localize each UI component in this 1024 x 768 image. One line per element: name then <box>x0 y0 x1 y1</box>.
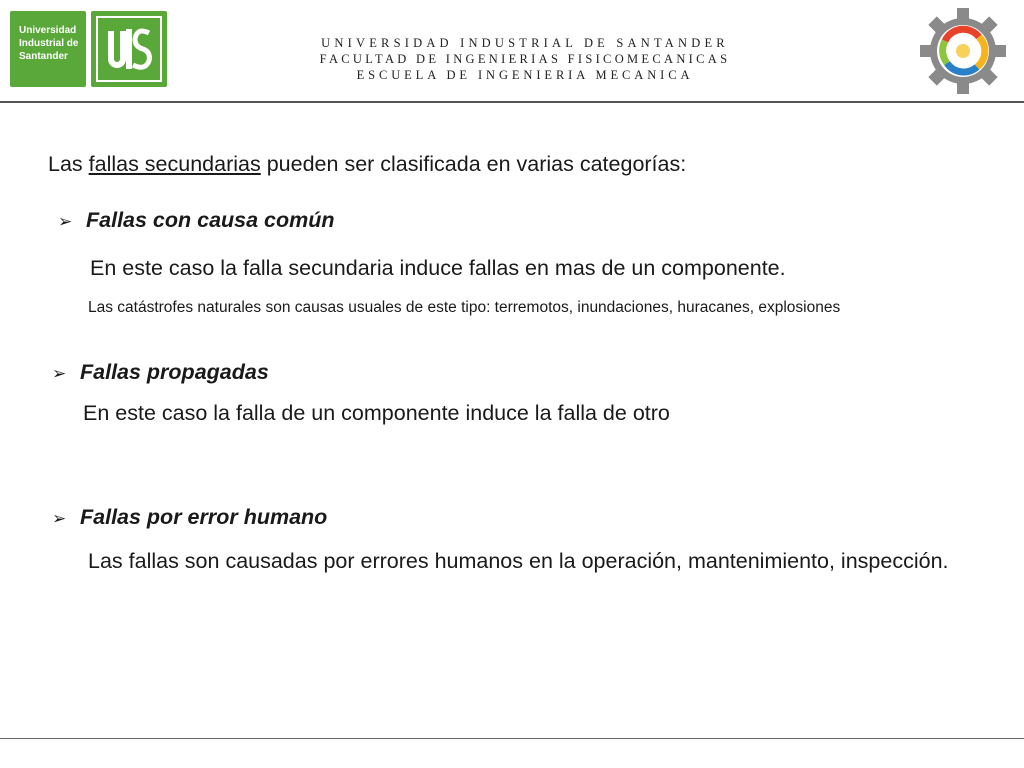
intro-prefix: Las <box>48 152 89 176</box>
intro-sentence <box>48 152 686 177</box>
mechanical-school-gear-logo <box>918 6 1008 96</box>
slide-header <box>0 0 1024 103</box>
faculty-name: FACULTAD DE INGENIERIAS FISICOMECANICAS <box>319 52 731 66</box>
uis-wordmark-logo <box>10 11 86 87</box>
school-name: ESCUELA DE INGENIERIA MECANICA <box>356 68 694 82</box>
arrow-bullet-icon: ➢ <box>52 364 67 383</box>
uis-monogram-logo <box>91 11 167 87</box>
common-cause-note: Las catástrofes naturales son causas usuales de este tipo: terremotos, inundaciones, huracanes, explosiones <box>88 299 841 316</box>
propagated-description: En este caso la falla de un componente induce la falla de otro <box>83 401 670 425</box>
logo-text-line-1: Universidad <box>19 25 77 36</box>
logo-text-line-3: Santander <box>19 51 68 62</box>
footer-divider <box>0 738 1024 739</box>
human-error-description: Las fallas son causadas por errores humanos en la operación, mantenimiento, inspección. <box>88 549 949 573</box>
bullet-title: Fallas con causa común <box>86 208 335 232</box>
logo-text-line-2: Industrial de <box>19 38 79 49</box>
bullet-heading-common-cause <box>58 208 335 233</box>
arrow-bullet-icon: ➢ <box>58 212 73 231</box>
header-divider <box>0 101 1024 103</box>
intro-underlined-term: fallas secundarias <box>88 152 261 176</box>
intro-suffix: pueden ser clasificada en varias categorías: <box>260 152 687 176</box>
institution-heading <box>200 35 850 83</box>
university-name: UNIVERSIDAD INDUSTRIAL DE SANTANDER <box>321 36 729 50</box>
bullet-title: Fallas por error humano <box>80 505 328 529</box>
bullet-heading-propagated <box>52 360 269 385</box>
bullet-heading-human-error <box>52 505 327 530</box>
bullet-title: Fallas propagadas <box>80 360 269 384</box>
common-cause-description: En este caso la falla secundaria induce fallas en mas de un componente. <box>90 256 786 280</box>
uis-monogram-icon <box>91 11 167 87</box>
arrow-bullet-icon: ➢ <box>52 509 67 528</box>
